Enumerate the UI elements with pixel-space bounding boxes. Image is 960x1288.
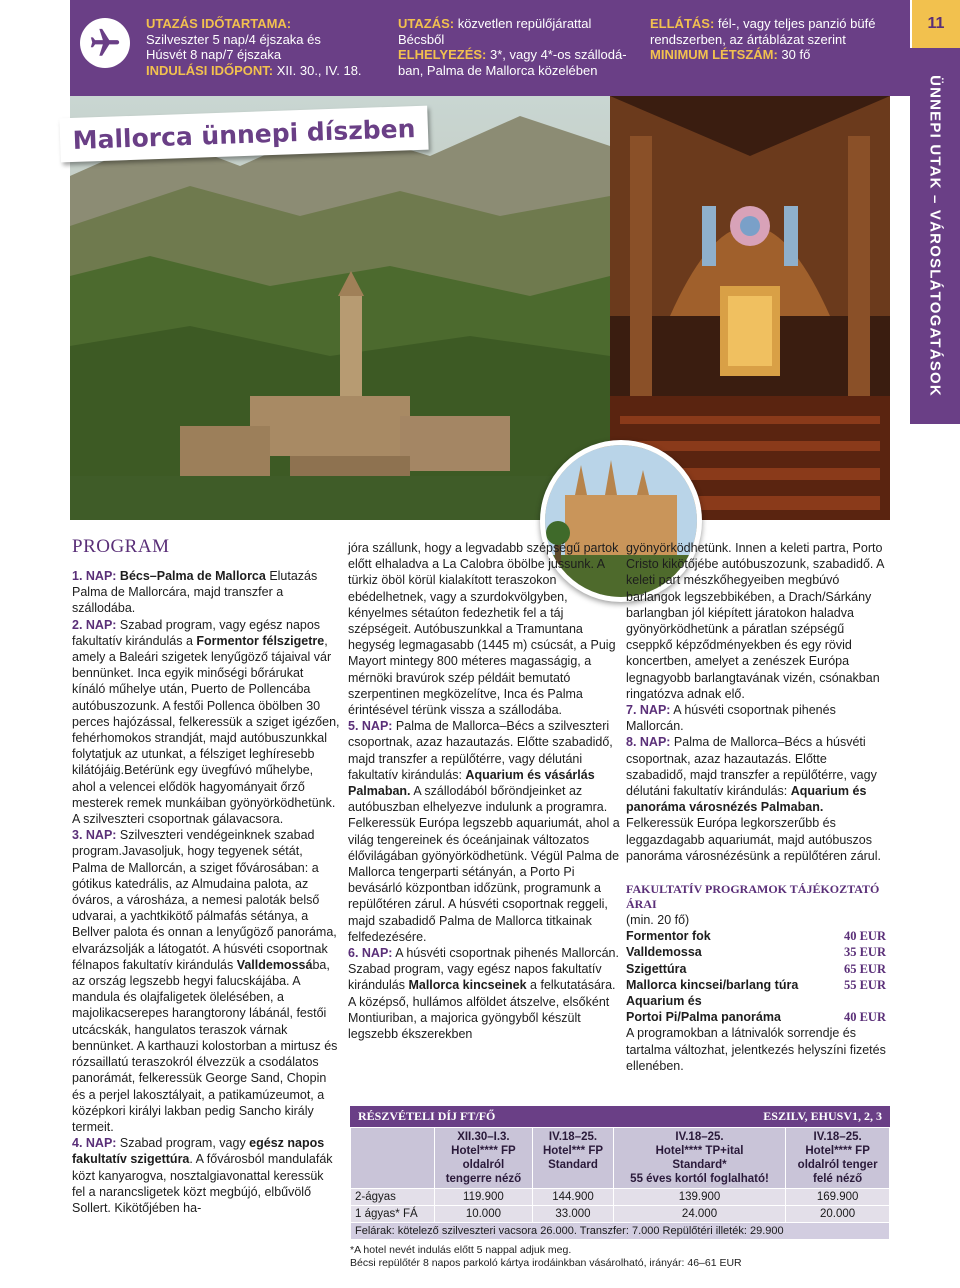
price-grid — [350, 1127, 890, 1240]
program-column-2 — [348, 540, 620, 1042]
price-cell: 24.000 — [613, 1206, 785, 1223]
program-text-3 — [626, 540, 886, 864]
extras-row — [351, 1223, 890, 1240]
program-text: a felkutatására. A középső, hullámos alföldet átszelve, elsőként Montiuriban, a majorica gyöngyből készült legszebb ékszerekben — [348, 978, 616, 1042]
price-column-header: XII.30–I.3. Hotel**** FP oldalról tengerre néző — [434, 1128, 533, 1189]
header-value: Szilveszter 5 nap/4 éjszaka és — [146, 31, 321, 47]
sidebar-title: ÜNNEPI UTAK – VÁROSLÁTOGATÁSOK — [926, 75, 944, 397]
header-line — [650, 16, 900, 32]
footnote-hotel: *A hotel nevét indulás előtt 5 nappal adjuk meg. — [350, 1244, 572, 1256]
program-text: egész napos fakultatív szigettúra — [72, 1136, 325, 1167]
program-paragraph — [626, 702, 886, 734]
program-text-2 — [348, 540, 620, 1042]
program-paragraph — [72, 827, 340, 1135]
extras-text: Felárak: kötelező szilveszteri vacsora 26.000. Transzfer: 7.000 Repülőtéri illeték: 29.900 — [351, 1223, 890, 1240]
program-text: Felkeressük Európa legkorszerűbb és leggazdagabb aquariumát, majd autóbuszos panoráma városnézésünk a repülőtéren zárul. — [626, 816, 882, 863]
program-paragraph — [348, 540, 620, 718]
header-line — [146, 47, 366, 63]
header-key: UTAZÁS: — [398, 16, 455, 31]
optional-program-item — [626, 944, 886, 960]
program-paragraph — [72, 617, 340, 828]
price-cell: 139.900 — [613, 1189, 785, 1206]
program-text: Szabad program, vagy — [116, 1136, 250, 1151]
program-heading: PROGRAM — [72, 536, 170, 557]
price-column-header: IV.18–25. Hotel*** FP Standard — [533, 1128, 614, 1189]
optional-program-price: 35 EUR — [843, 945, 886, 960]
price-cell: 1 ágyas* FÁ — [351, 1206, 435, 1223]
header-key: UTAZÁS IDŐTARTAMA: — [146, 16, 292, 31]
program-text: Szabad program, vagy egész napos fakultatív kirándulás a — [72, 617, 321, 648]
optional-program-price: 40 EUR — [843, 1010, 886, 1025]
optional-program-item — [626, 928, 886, 944]
optional-program-price: 65 EUR — [843, 961, 886, 976]
program-text: Aquarium és vásárlás Palmaban. — [348, 767, 595, 799]
header-value: Bécsből — [398, 31, 445, 47]
day-label: 2. NAP: — [72, 617, 117, 632]
program-paragraph — [626, 540, 886, 702]
price-table-title: RÉSZVÉTELI DÍJ FT/FŐ — [358, 1109, 496, 1123]
header-line — [650, 32, 900, 48]
header-value: közvetlen repülőjárattal — [454, 16, 592, 31]
header-travel — [398, 16, 638, 78]
header-key: INDULÁSI IDŐPONT: — [146, 62, 274, 78]
optional-note: A programokban a látnivalók sorrendje és tartalma változhat, jelentkezés helyszíni fizetés ellenében. — [626, 1026, 886, 1073]
header-line — [146, 63, 366, 79]
header-value: fél-, vagy teljes panzió büfé — [714, 16, 876, 31]
header-line — [398, 16, 638, 32]
header-line — [146, 32, 366, 48]
price-column-header: IV.18–25. Hotel**** FP oldalról tenger felé néző — [786, 1128, 890, 1189]
page-title: Mallorca ünnepi díszben — [59, 106, 428, 163]
program-text: jóra szállunk, hogy a legvadabb szépségű partok előtt elhaladva a La Calobra öbölbe jussunk. A türkiz öböl körül kialakított teraszokon ebédelhetnek, vagy a szurdokvölgyben, kényelmes sétaúton fedezhetik fel a táj szépségeit. Autóbuszunkkal a Tramuntana hegység legmagasabb (1445 m) csúcsát, a Puig Mayort mintegy 800 méteres magasságig, a mérnöki bravúrok szép példáit bemutató szerpentinen megközelítve, Inca és Palma érintésével térünk vissza a szállodába. — [348, 541, 619, 718]
price-column-header: IV.18–25. Hotel**** TP+ital Standard* 55 éves kortól foglalható! — [613, 1128, 785, 1189]
program-paragraph — [72, 568, 340, 617]
optional-program-item — [626, 1009, 886, 1025]
program-text: Elutazás Palma de Mallorcára, majd transzfer a szállodába. — [72, 569, 318, 616]
header-value: rendszerben, az ártáblázat szerint — [650, 31, 846, 47]
day-label: 5. NAP: — [348, 719, 393, 734]
header-value: XII. 30., IV. 18. — [273, 62, 362, 78]
header-duration — [146, 16, 366, 78]
program-text: Szilveszteri vendégeinknek szabad program.Javasoljuk, hogy tegyenek sétát, Palma de Mallorcán, a sziget fővárosában: a gótikus katedrális, az Almudaina palota, az óváros, a városháza, a nemesi paloták belső udvarai, a yachtkikötő pálmafás sétánya, a Bellver palota és onnan a lenyűgöző panoráma, elvarázsolják a látogatót. A húsvéti csoportnak félnapos fakultatív kirándulás — [72, 828, 337, 972]
price-header-row — [351, 1128, 890, 1189]
header-line — [398, 47, 638, 63]
program-text: A szállodából bőröndjeinket az autóbuszban elhelyezve indulunk a programra. Felkeressük Európa legszebb aquariumát, ahol a világ tengereinek és óceánjainak változatos élővilágában gyönyörködhetünk. Végül Palma de Mallorca tengerparti sétányán, a Porto Pi bevásárló központban időzünk, programunk a repülőtéren zárul. A húsvéti csoportnak reggeli, majd szabadidő Palma de Mallorca titkainak felfedezésére. — [348, 784, 620, 944]
price-column-header — [351, 1128, 435, 1189]
program-text: , amely a Baleári szigetek lenyűgöző tájaival vár bennünket. Inca egyik minőségi bőrárukat kínáló műhelye után, Puerto de Pollencába autóbuszozunk. A festői Pollenca öbölben 30 perces hajózással, felkeressük a sziget igézően, fehérhomokos strandját, majd autóbuszunkkal folytatjuk az utunkat, a félsziget leghíresebb kilátójáig.Betérünk egy üvegfúvó műhelybe, ahol a velencei elődök hagyományait őrző mesterek remek munkáiban gyönyörködhetünk. A szilveszteri csoportnak gálavacsora. — [72, 633, 340, 827]
program-text: Bécs–Palma de Mallorca — [116, 569, 266, 583]
optional-min: (min. 20 fő) — [626, 913, 690, 928]
program-column-1 — [72, 536, 340, 1216]
program-text: . A fővárosból mandulafák közt kanyarogva, nosztalgiavonattal keressük fel a narancsligetek közt megbújó, elbűvölő Sollert. Kikötőjében ha- — [72, 1152, 333, 1215]
program-text: A húsvéti csoportnak pihenés Mallorcán. Szabad program, vagy egész napos fakultatív kirándulás — [348, 946, 619, 993]
header-key: ELHELYEZÉS: — [398, 47, 487, 62]
price-row — [351, 1206, 890, 1223]
header-line — [398, 63, 638, 79]
program-column-3 — [626, 540, 886, 1074]
day-label: 4. NAP: — [72, 1136, 117, 1151]
program-text: Palma de Mallorca–Bécs a szilveszteri csoportnak, azaz hazautazás. Előtte szabadidő, majd transzfer a repülőtérre, vagy délutáni fakultatív kirándulás: — [348, 719, 613, 782]
optional-program-item — [626, 977, 886, 993]
day-label: 6. NAP: — [348, 946, 393, 961]
price-row — [351, 1189, 890, 1206]
price-cell: 2-ágyas — [351, 1189, 435, 1206]
header-line — [650, 47, 900, 63]
header-key: MINIMUM LÉTSZÁM: — [650, 47, 778, 62]
header-key: ELLÁTÁS: — [650, 16, 715, 31]
optional-program-name: Aquarium és — [626, 994, 702, 1009]
header-board — [650, 16, 900, 63]
price-table — [350, 1106, 890, 1270]
price-cell: 144.900 — [533, 1189, 614, 1206]
day-label: 8. NAP: — [626, 735, 671, 750]
program-paragraph — [626, 734, 886, 864]
program-text: Formentor félszigetre — [196, 633, 325, 648]
price-cell: 10.000 — [434, 1206, 533, 1223]
header-value: Húsvét 8 nap/7 éjszaka — [146, 47, 282, 62]
program-text-1 — [72, 568, 340, 1216]
optional-program-name: Formentor fok — [626, 929, 711, 944]
program-paragraph — [348, 718, 620, 945]
program-text: Mallorca kincseinek — [408, 978, 527, 993]
optional-programs-heading: FAKULTATÍV PROGRAMOK TÁJÉKOZTATÓ ÁRAI — [626, 882, 880, 912]
day-label: 7. NAP: — [626, 703, 671, 718]
optional-programs-list — [626, 928, 886, 1025]
program-text: A húsvéti csoportnak pihenés Mallorcán. — [626, 703, 836, 734]
optional-program-item — [626, 993, 886, 1009]
optional-program-item — [626, 961, 886, 977]
header-value: 3*, vagy 4*-os szállodá- — [486, 47, 627, 62]
optional-program-price: 40 EUR — [843, 929, 886, 944]
day-label: 1. NAP: — [72, 569, 117, 583]
program-text: gyönyörködhetünk. Innen a keleti partra, Porto Cristo kikötőjébe autóbuszozunk, szabadidő. A keleti part mészkőhegyeiben megbúvó barlangok legszebbikében, a Drach/Sárkány barlangban jól kiépített járatokon haladva gyönyörködhetünk a páratlan szépségű cseppkő képződményekben és egy rövid koncertben, amelyet a zenészek Európa legnagyobb barlangtavának vizén, csónakban ringatózva adnak elő. — [626, 541, 884, 701]
airplane-icon — [80, 18, 130, 68]
program-text: Valldemossá — [236, 957, 313, 972]
page-number: 11 — [912, 0, 960, 48]
header-line — [398, 32, 638, 48]
footnote-parking: Bécsi repülőtér 8 napos parkoló kártya irodáinkban vásárolható, irányár: 46–61 EUR — [350, 1257, 742, 1269]
price-cell: 119.900 — [434, 1189, 533, 1206]
program-text: Palma de Mallorca–Bécs a húsvéti csoportnak, azaz hazautazás. Előtte szabadidő, majd transzfer a repülőtérre, vagy délutáni fakultatív kirándulás: — [626, 735, 877, 799]
price-table-code: ESZILV, EHUSV1, 2, 3 — [763, 1109, 882, 1123]
day-label: 3. NAP: — [72, 828, 117, 843]
program-text: Aquarium és panoráma városnézés Palmaban. — [626, 784, 867, 815]
header-value: ban, Palma de Mallorca közelében — [398, 62, 598, 78]
valley-photo — [70, 96, 610, 520]
optional-program-name: Portoi Pi/Palma panoráma — [626, 1010, 781, 1025]
header-line — [146, 16, 366, 32]
program-text: ba, az ország legszebb hegyi falucskájába. A mandula és olajfaligetek ölelésében, a majolikacserepes harangtorony lábánál, festői utcácskák, hangulatos teraszok várnak bennünket. A karthauzi kolostorban a mirtusz és rózsaillatú teraszokról élvezzük a csodálatos panorámát, felkeressük George Sand, Chopin és a perjel lakosztályait, a patikamúzeumot, a középkori királyi lakban pedig Sancho király termeit. — [72, 957, 338, 1134]
program-paragraph — [348, 945, 620, 1042]
price-cell: 169.900 — [786, 1189, 890, 1206]
price-cell: 33.000 — [533, 1206, 614, 1223]
program-paragraph — [72, 1135, 340, 1216]
price-cell: 20.000 — [786, 1206, 890, 1223]
optional-program-name: Szigettúra — [626, 961, 687, 976]
optional-program-name: Valldemossa — [626, 945, 702, 960]
header-value: 30 fő — [777, 47, 811, 62]
optional-program-price: 55 EUR — [843, 977, 886, 992]
price-table-header — [350, 1106, 890, 1127]
optional-program-name: Mallorca kincsei/barlang túra — [626, 977, 799, 992]
